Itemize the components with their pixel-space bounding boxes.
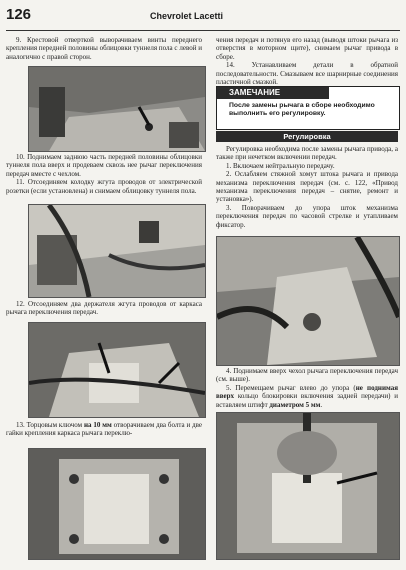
adjustment-step-5-part-c: кольцо блокировки включения задней передачи) и вставляем штифт <box>216 392 398 409</box>
photo-wire-connector <box>28 204 206 298</box>
steps-10-11-text <box>6 153 202 195</box>
step-14-paragraph: 14. Устанавливаем детали в обратной последовательности. Смазываем все шарнирные соединения пластичной смазкой. <box>216 61 398 87</box>
note-title: ЗАМЕЧАНИЕ <box>217 87 329 99</box>
photo-lever-pin <box>216 412 400 560</box>
adjustment-intro: Регулировка необходима после замены рычага привода, а также при нечетком включении передач. <box>216 145 398 162</box>
adjustment-step-3: 3. Поворачиваем до упора шток механизма переключения передач по часовой стрелке и утапливаем фиксатор. <box>216 203 398 229</box>
header-divider <box>6 30 400 31</box>
adjustment-step-2: 2. Ослабляем стяжной хомут штока рычага и привода механизма переключения передач (см. с. 122, «Привод механизма переключения передач – снятие, ремонт и установка»). <box>216 170 398 204</box>
photo-tunnel-screw <box>28 66 206 152</box>
photo-gearshift-rod <box>216 236 400 366</box>
step-9-paragraph: 9. Крестовой отверткой выворачиваем винты переднего крепления передней половины облицовки туннеля пола с левой и аналогично с правой сторон. <box>6 36 202 61</box>
step-13-wrench-size: на 10 мм <box>83 421 112 429</box>
step-13-text <box>6 421 202 438</box>
section-title-adjustment: Регулировка <box>216 131 398 142</box>
adjustment-step-5-part-a: 5. Перемещаем рычаг влево до упора ( <box>226 383 356 392</box>
adjustment-step-5-pin-diameter: диаметром 5 мм <box>269 400 321 409</box>
step-13-continuation: чения передач и потянув его назад (выводя штоки рычага из отверстия в моторном щите), снимаем рычаг привода в сборе. <box>216 36 398 61</box>
step-10-paragraph: 10. Поднимаем заднюю часть передней половины облицовки туннеля пола вверх и продеваем сквозь нее рычаг переключения передач вместе с чехлом. <box>6 153 202 178</box>
page-number: 126 <box>6 6 32 23</box>
running-header-title: Chevrolet Lacetti <box>150 11 224 21</box>
step-13-part-c: отворачиваем два болта и две гайки крепления каркаса рычага переклю- <box>6 421 203 438</box>
adjustment-steps-text <box>216 145 398 229</box>
step-12-paragraph: 12. Отсоединяем два держателя жгута проводов от каркаса рычага переключения передач. <box>6 300 202 317</box>
step-11-paragraph: 11. Отсоединяем колодку жгута проводов от электрической розетки (если установлена) и снимаем облицовку туннеля пола. <box>6 178 202 195</box>
step-9-text <box>6 36 202 61</box>
adjustment-step-4: 4. Поднимаем вверх чехол рычага переключения передач (см. выше). <box>216 367 398 384</box>
adjustment-step-5 <box>216 384 398 409</box>
step-12-text <box>6 300 202 317</box>
note-box <box>216 86 400 130</box>
adjustment-step-5-part-e: . <box>320 400 323 409</box>
note-text: После замены рычага в сборе необходимо выполнить его регулировку. <box>229 102 375 117</box>
right-intro-text <box>216 36 398 86</box>
step-13-part-a: 13. Торцовым ключом <box>16 421 84 429</box>
adjustment-steps-4-5-text <box>216 367 398 409</box>
adjustment-step-5-emphasis: не поднимая вверх <box>216 383 398 401</box>
photo-frame-bolts <box>28 448 206 560</box>
adjustment-step-1: 1. Включаем нейтральную передачу. <box>226 161 335 170</box>
step-13-paragraph <box>6 421 202 438</box>
photo-harness-holders <box>28 322 206 418</box>
